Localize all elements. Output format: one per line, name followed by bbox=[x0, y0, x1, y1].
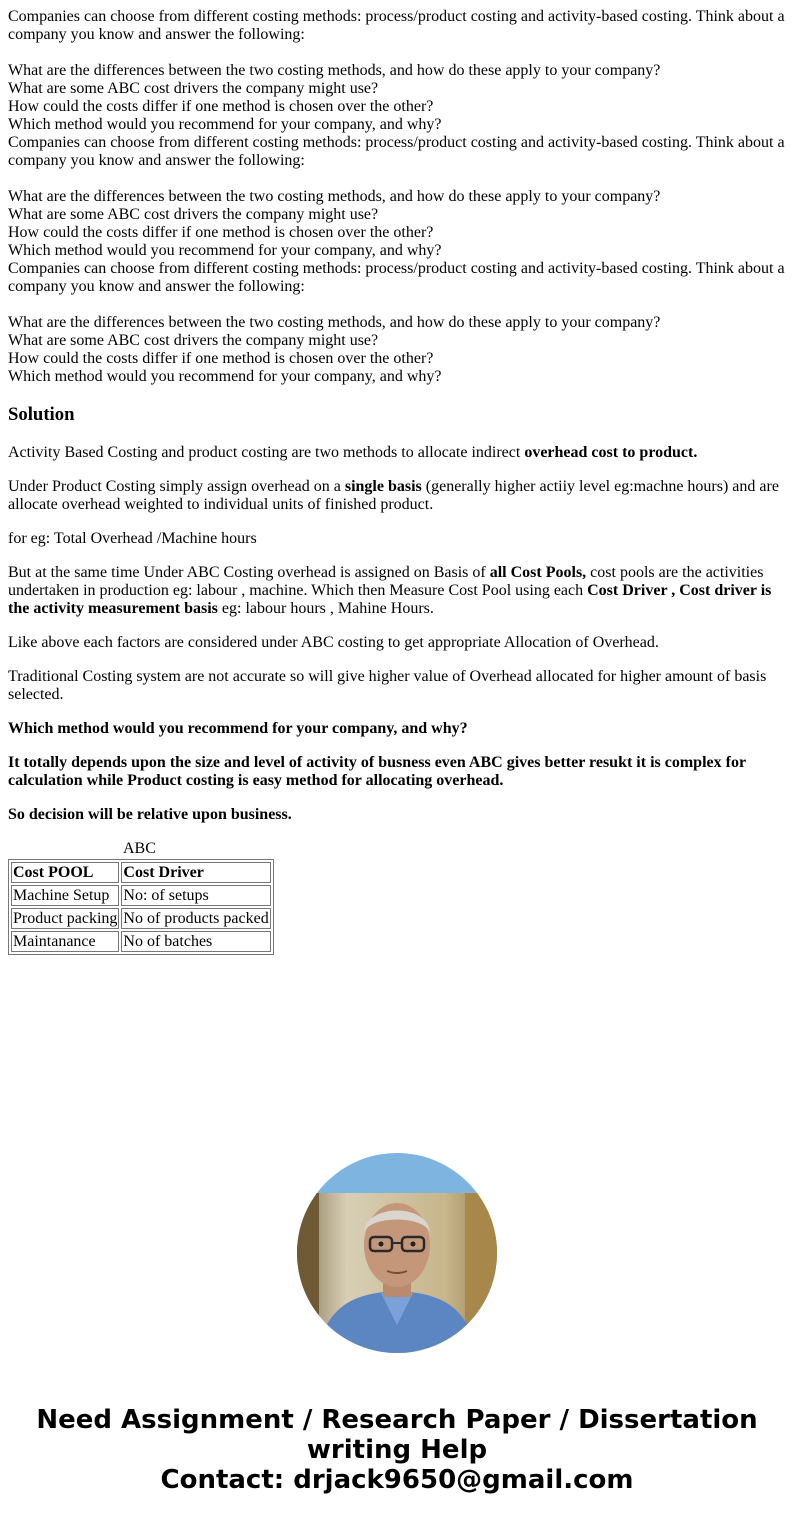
text-run: eg: labour hours , Mahine Hours. bbox=[217, 600, 434, 617]
table-cell: No of batches bbox=[121, 931, 270, 952]
table-header-cell bbox=[121, 862, 270, 883]
question-item: What are the differences between the two costing methods, and how do these apply to your company? bbox=[8, 62, 661, 79]
question-item: What are some ABC cost drivers the company might use? bbox=[8, 80, 379, 97]
text-run: Under Product Costing simply assign overhead on a bbox=[8, 478, 345, 495]
promo-footer bbox=[0, 1405, 794, 1495]
footer-line: writing Help bbox=[306, 1435, 488, 1465]
question-block bbox=[8, 260, 786, 386]
bold-run: all Cost Pools, bbox=[489, 564, 587, 581]
table-header-cell bbox=[11, 862, 119, 883]
table-cell: No of products packed bbox=[123, 910, 269, 927]
question-block bbox=[8, 8, 786, 134]
table-row bbox=[11, 885, 271, 906]
abc-cost-table bbox=[8, 859, 274, 955]
table-cell: Machine Setup bbox=[11, 885, 119, 906]
text-run: cost pools are the activities undertaken in production eg: labour , machine. Which then Measure Cost Pool using each bbox=[8, 564, 764, 599]
question-item: How could the costs differ if one method is chosen over the other? bbox=[8, 350, 434, 367]
footer-contact: Contact: drjack9650@gmail.com bbox=[160, 1465, 634, 1495]
solution-paragraph bbox=[8, 564, 786, 618]
bold-run: It totally depends upon the size and level of activity of busness even ABC gives better resukt it is complex for calculation while Product costing is easy method for allocating overhead. bbox=[8, 754, 746, 789]
question-block bbox=[8, 134, 786, 260]
text-run: Activity Based Costing and product costing are two methods to allocate indirect bbox=[8, 444, 525, 461]
table-caption: ABC bbox=[123, 840, 156, 857]
header-text: Cost POOL bbox=[13, 864, 94, 881]
question-item: Which method would you recommend for your company, and why? bbox=[8, 368, 442, 385]
solution-paragraph bbox=[8, 720, 786, 738]
question-item: What are the differences between the two costing methods, and how do these apply to your company? bbox=[8, 188, 661, 205]
table-cell: Product packing bbox=[13, 910, 118, 927]
solution-paragraph: Traditional Costing system are not accurate so will give higher value of Overhead allocated for higher amount of basis selected. bbox=[8, 668, 767, 703]
footer-line: Need Assignment / Research Paper / Dissertation bbox=[36, 1405, 758, 1435]
question-item: Which method would you recommend for your company, and why? bbox=[8, 116, 442, 133]
question-item: What are some ABC cost drivers the company might use? bbox=[8, 206, 379, 223]
bold-run: single basis bbox=[344, 478, 422, 495]
table-cell: Maintanance bbox=[11, 931, 119, 952]
question-intro: Companies can choose from different costing methods: process/product costing and activity-based costing. Think about a company you know and answer the following: bbox=[8, 260, 785, 295]
author-photo bbox=[297, 1153, 497, 1353]
bold-run: So decision will be relative upon business. bbox=[8, 806, 292, 823]
question-intro: Companies can choose from different costing methods: process/product costing and activity-based costing. Think about a company you know and answer the following: bbox=[8, 8, 785, 43]
table-cell: No: of setups bbox=[121, 885, 270, 906]
header-text: Cost Driver bbox=[123, 864, 204, 881]
text-run: (generally higher actiiy level eg:machne hours) and are allocate overhead weighted to individual units of finished product. bbox=[8, 478, 779, 513]
text-run: But at the same time Under ABC Costing overhead is assigned on Basis of bbox=[8, 564, 490, 581]
question-item: What are the differences between the two costing methods, and how do these apply to your company? bbox=[8, 314, 661, 331]
table-row bbox=[11, 908, 271, 929]
solution-paragraph bbox=[8, 478, 786, 514]
question-item: What are some ABC cost drivers the company might use? bbox=[8, 332, 379, 349]
question-item: How could the costs differ if one method is chosen over the other? bbox=[8, 98, 434, 115]
solution-paragraph bbox=[8, 806, 786, 824]
bold-run: overhead cost to product. bbox=[524, 444, 698, 461]
table-row bbox=[11, 931, 271, 952]
solution-heading: Solution bbox=[8, 404, 75, 425]
question-intro: Companies can choose from different costing methods: process/product costing and activity-based costing. Think about a company you know and answer the following: bbox=[8, 134, 785, 169]
solution-paragraph: Like above each factors are considered under ABC costing to get appropriate Allocation of Overhead. bbox=[8, 634, 659, 651]
bold-run: Cost Driver , Cost driver is the activity measurement basis bbox=[8, 582, 772, 617]
solution-paragraph bbox=[8, 444, 786, 462]
solution-paragraph bbox=[8, 754, 786, 790]
question-item: Which method would you recommend for your company, and why? bbox=[8, 242, 442, 259]
bold-run: Which method would you recommend for your company, and why? bbox=[8, 720, 468, 737]
table-header-row bbox=[11, 862, 271, 883]
solution-paragraph: for eg: Total Overhead /Machine hours bbox=[8, 530, 257, 547]
question-item: How could the costs differ if one method is chosen over the other? bbox=[8, 224, 434, 241]
portrait-illustration bbox=[297, 1153, 497, 1353]
